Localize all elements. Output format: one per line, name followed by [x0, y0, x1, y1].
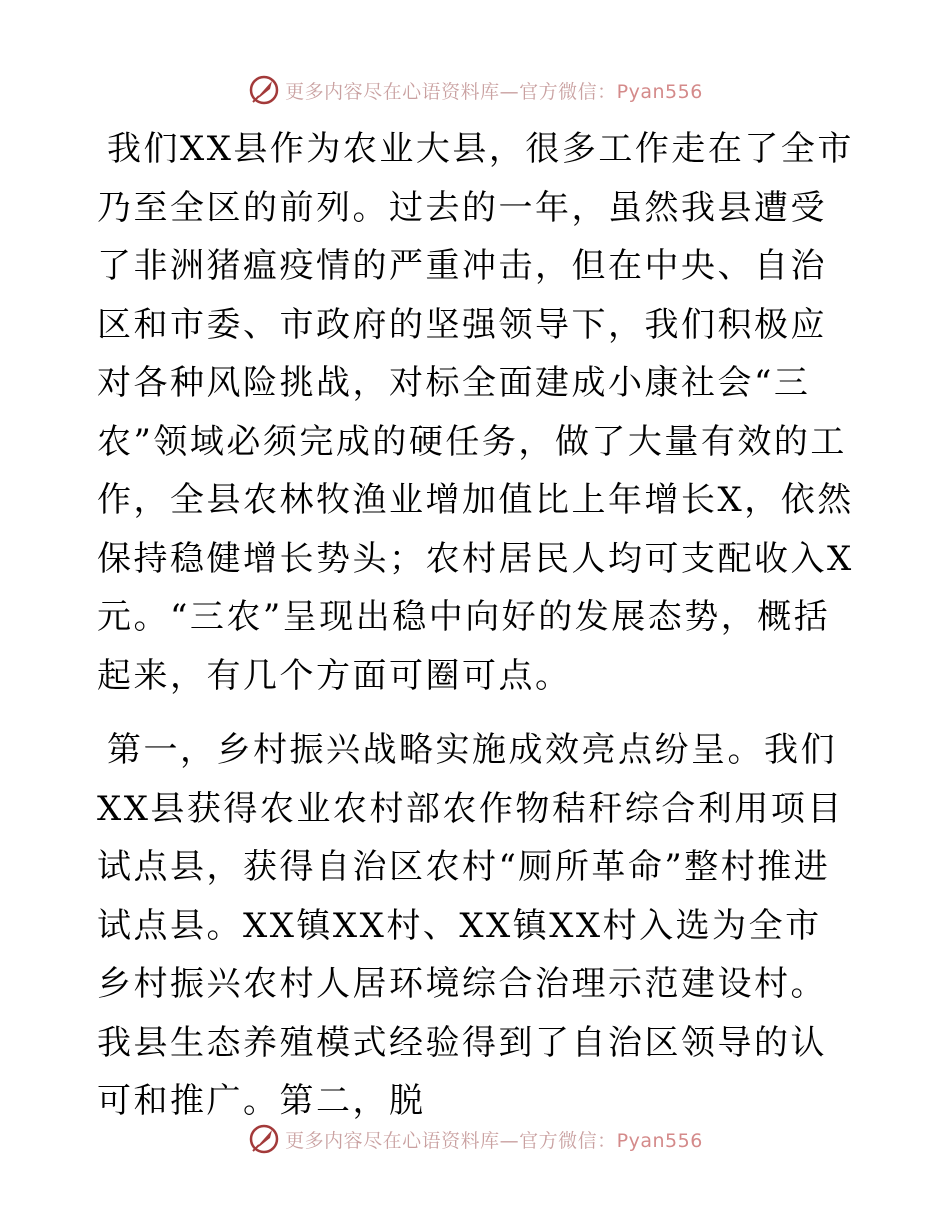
watermark-label: 更多内容尽在心语资料库—官方微信：: [285, 80, 617, 103]
watermark-wechat-id: Pyan556: [616, 80, 703, 103]
footer-watermark: [0, 1119, 950, 1159]
watermark-label: 更多内容尽在心语资料库—官方微信：: [285, 1129, 617, 1152]
quill-logo-icon: [247, 73, 281, 107]
paragraph-1: 我们XX县作为农业大县，很多工作走在了全市乃至全区的前列。过去的一年，虽然我县遭受了非洲猪瘟疫情的严重冲击，但在中央、自治区和市委、市政府的坚强领导下，我们积极应对各种风险挑战，对标全面建成小康社会“三农”领域必须完成的硬任务，做了大量有效的工作，全县农林牧渔业增加值比上年增长X，依然保持稳健增长势头；农村居民人均可支配收入X元。“三农”呈现出稳中向好的发展态势，概括起来，有几个方面可圈可点。: [97, 129, 854, 696]
watermark-text: [285, 1126, 703, 1153]
paragraph-2: 第一，乡村振兴战略实施成效亮点纷呈。我们XX县获得农业农村部农作物秸秆综合利用项目试点县，获得自治区农村“厕所革命”整村推进试点县。XX镇XX村、XX镇XX村入选为全市乡村振兴农村人居环境综合治理示范建设村。我县生态养殖模式经验得到了自治区领导的认可和推广。第二，脱: [97, 730, 844, 1121]
watermark-wechat-id: Pyan556: [616, 1129, 703, 1152]
document-body: [97, 120, 857, 1131]
watermark-text: [285, 77, 703, 104]
header-watermark: [0, 70, 950, 110]
quill-logo-icon: [247, 1122, 281, 1156]
